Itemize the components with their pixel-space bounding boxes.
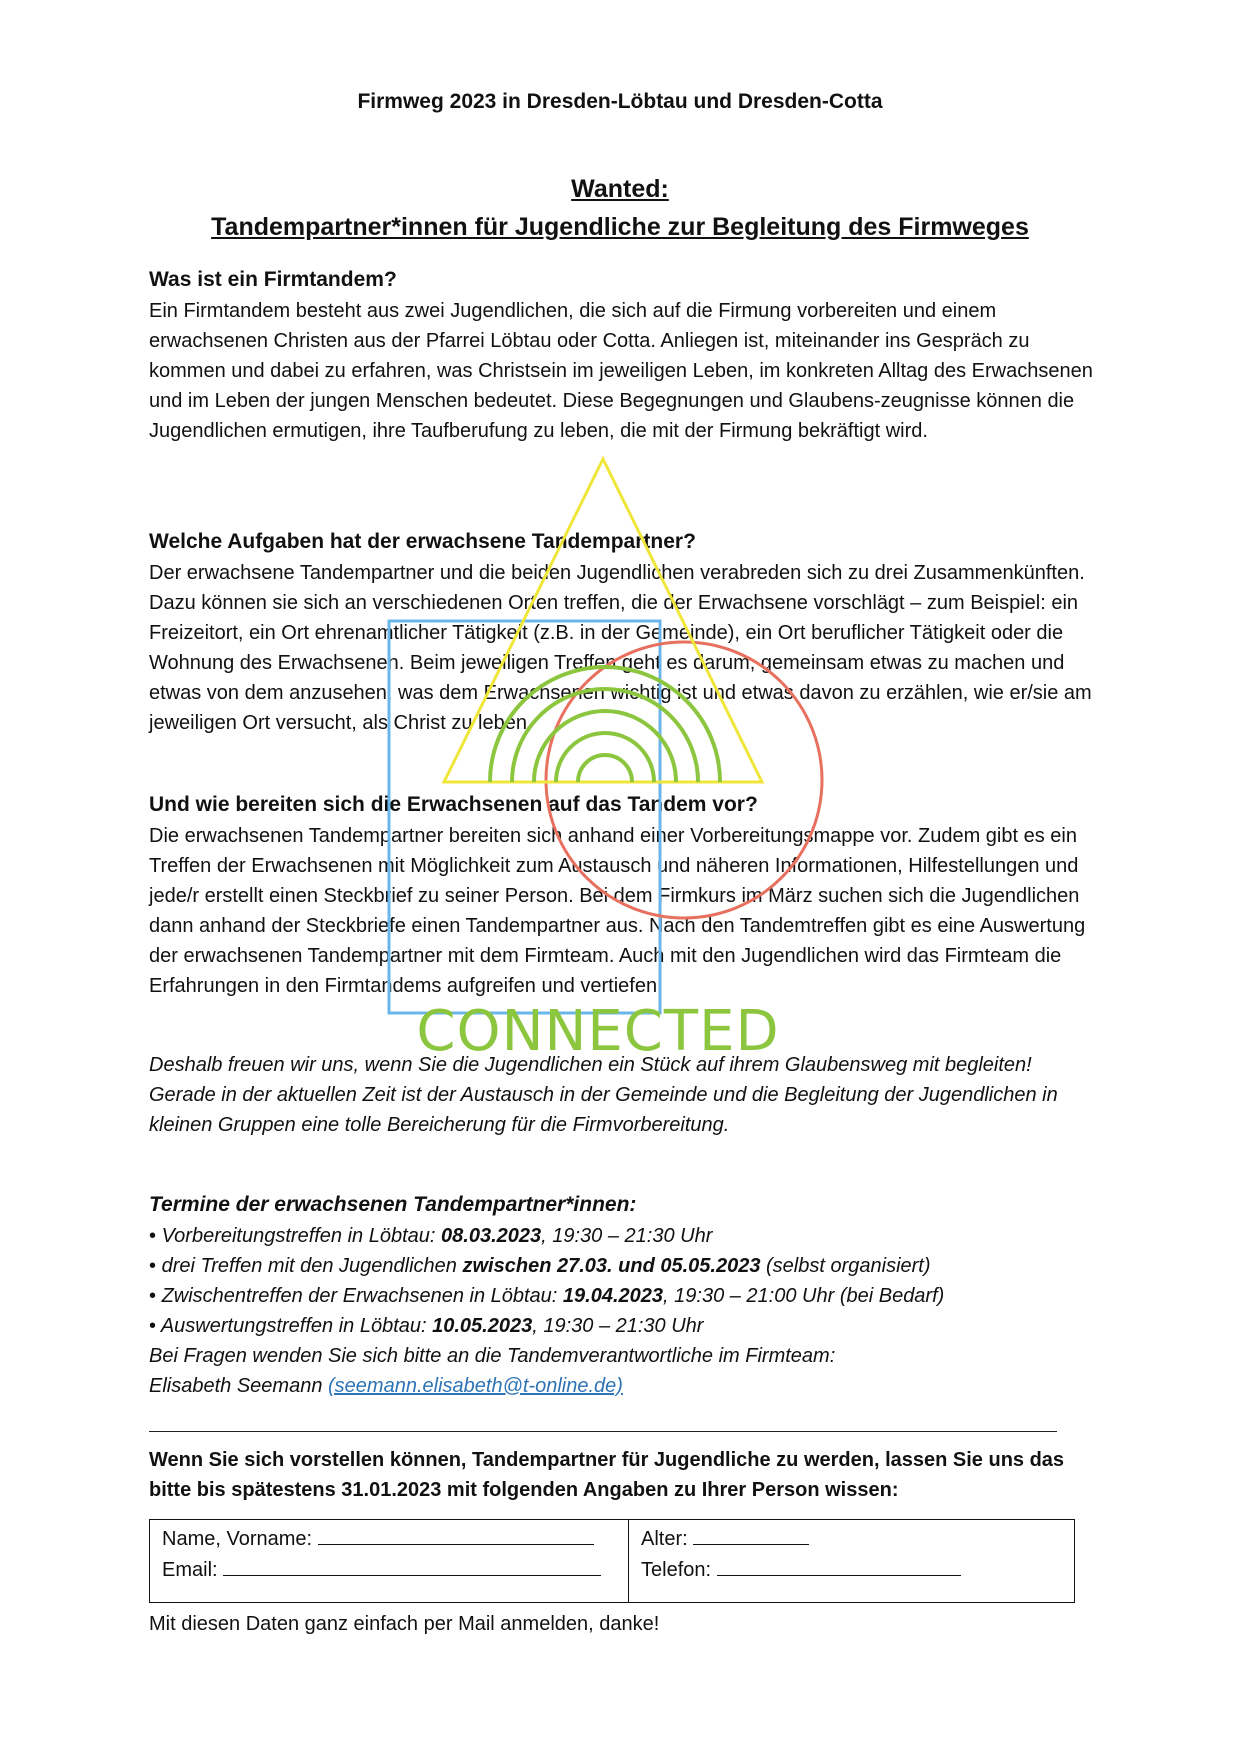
phone-label: Telefon: [641,1559,712,1581]
termine-item: • Vorbereitungstreffen in Löbtau: 08.03.2023, 19:30 – 21:30 Uhr [149,1225,713,1247]
contact-email-link[interactable]: (seemann.elisabeth@t-online.de) [328,1375,623,1397]
name-field[interactable] [318,1524,594,1545]
email-field[interactable] [223,1555,601,1576]
header-title: Firmweg 2023 in Dresden-Löbtau und Dresden-Cotta [357,90,883,113]
termine-item: • Auswertungstreffen in Löbtau: 10.05.2023, 19:30 – 21:30 Uhr [149,1315,704,1337]
bullet-icon: • [149,1225,157,1247]
form-left-column [150,1520,629,1602]
section-firmtandem [149,264,1094,446]
section-body: Der erwachsene Tandempartner und die beiden Jugendlichen verabreden sich zu drei Zusammenkünften. Dazu können sie sich an verschiedenen Orten treffen, die der Erwachsene vorschlägt – zum Beispiel: ein Freizeitort, ein Ort ehrenamtlicher Tätigkeit (z.B. in der Gemeinde), ein Ort beruflicher Tätigkeit oder die Wohnung des Erwachsenen. Beim jeweiligen Treffen geht es darum, gemeinsam etwas zu machen und etwas von dem anzusehen, was dem Erwachsenen wichtig ist und etwas davon zu erzählen, wie er/sie am jeweiligen Ort versucht, als Christ zu leben. [149,562,1092,734]
section-heading: Was ist ein Firmtandem? [149,268,397,291]
email-field-row [162,1555,616,1586]
footer-text: Mit diesen Daten ganz einfach per Mail anmelden, danke! [149,1613,660,1635]
section-body: Deshalb freuen wir uns, wenn Sie die Jugendlichen ein Stück auf ihrem Glaubensweg mit begleiten! Gerade in der aktuellen Zeit ist der Austausch in der Gemeinde und die Begleitung der Jugendlichen in kleinen Gruppen eine tolle Bereicherung für die Firmvorbereitung. [149,1054,1058,1136]
termine-item: • drei Treffen mit den Jugendlichen zwischen 27.03. und 05.05.2023 (selbst organisiert) [149,1255,931,1277]
bullet-icon: • [149,1285,157,1307]
section-body: Ein Firmtandem besteht aus zwei Jugendlichen, die sich auf die Firmung vorbereiten und einem erwachsenen Christen aus der Pfarrei Löbtau oder Cotta. Anliegen ist, miteinander ins Gespräch zu kommen und dabei zu erfahren, was Christsein im jeweiligen Leben, im konkreten Alltag des Erwachsenen und im Leben der jungen Menschen bedeutet. Diese Begegnungen und Glaubens-zeugnisse können die Jugendlichen ermutigen, ihre Taufberufung zu leben, die mit der Firmung bekräftigt wird. [149,300,1093,442]
email-label: Email: [162,1559,218,1581]
termine-item: • Zwischentreffen der Erwachsenen in Löbtau: 19.04.2023, 19:30 – 21:00 Uhr (bei Bedarf) [149,1285,945,1307]
termine-list [149,1221,1094,1341]
section-vorbereitung [149,789,1094,1001]
questions-text: Bei Fragen wenden Sie sich bitte an die Tandemverantwortliche im Firmteam: [149,1345,836,1367]
name-label: Name, Vorname: [162,1528,313,1550]
section-termine [149,1189,1094,1401]
logo-text: CONNECTED [416,999,780,1064]
section-heading: Und wie bereiten sich die Erwachsenen auf das Tandem vor? [149,793,758,816]
form-right-column [629,1520,1074,1602]
section-body: Die erwachsenen Tandempartner bereiten sich anhand einer Vorbereitungsmappe vor. Zudem gibt es ein Treffen der Erwachsenen mit Möglichkeit zum Austausch und näheren Informationen, Hilfestellungen und jede/r erstellt einen Steckbrief zu seiner Person. Bei dem Firmkurs im März suchen sich die Jugendlichen dann anhand der Steckbriefe einen Tandempartner aus. Nach den Tandemtreffen gibt es eine Auswertung der erwachsenen Tandempartner mit dem Firmteam. Auch mit den Jugendlichen wird das Firmteam die Erfahrungen in den Firmtandems aufgreifen und vertiefen. [149,825,1086,997]
contact-line [149,1371,1094,1401]
phone-field-row [641,1555,1062,1586]
phone-field[interactable] [717,1555,961,1576]
contact-name: Elisabeth Seemann [149,1375,329,1397]
cta-text: Wenn Sie sich vorstellen können, Tandempartner für Jugendliche zu werden, lassen Sie uns das bitte bis spätestens 31.01.2023 mit folgenden Angaben zu Ihrer Person wissen: [149,1449,1065,1501]
name-field-row [162,1524,616,1555]
wanted-label: Wanted: [571,175,669,203]
bullet-icon: • [149,1255,157,1277]
section-heading: Welche Aufgaben hat der erwachsene Tandempartner? [149,530,696,553]
wanted-title [0,170,1240,246]
section-freude [149,1050,1094,1140]
age-field-row [641,1524,1062,1555]
registration-form [149,1519,1075,1603]
age-label: Alter: [641,1528,688,1550]
wanted-subtitle: Tandempartner*innen für Jugendliche zur Begleitung des Firmweges [211,213,1029,241]
divider-line [149,1431,1057,1432]
termine-heading: Termine der erwachsenen Tandempartner*innen: [149,1193,637,1216]
bullet-icon: • [149,1315,157,1337]
age-field[interactable] [693,1524,809,1545]
section-aufgaben [149,526,1094,738]
